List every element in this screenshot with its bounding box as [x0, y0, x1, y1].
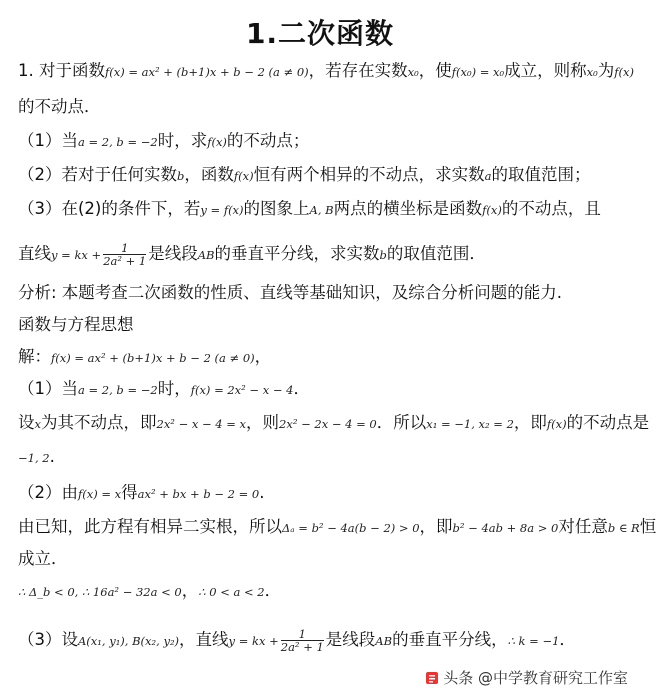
- text: 对任意: [558, 517, 608, 536]
- math: A, B: [309, 203, 334, 217]
- math: b ∈ R: [607, 521, 640, 535]
- text: ，: [254, 347, 272, 366]
- math: f(x): [233, 169, 254, 183]
- numerator: 1: [281, 628, 324, 641]
- math: x₀: [586, 65, 598, 79]
- text: ，即: [419, 517, 453, 536]
- text: 时，: [157, 379, 191, 398]
- math: Δₐ = b² − 4a(b − 2) > 0: [282, 521, 420, 535]
- solution-part-2-result: [18, 580, 281, 603]
- solution-part-2-cont2: 成立．: [18, 549, 68, 568]
- math: f(x): [546, 417, 567, 431]
- text: 为: [597, 61, 615, 80]
- text: ，: [181, 581, 199, 600]
- text: 的取值范围．: [386, 244, 486, 263]
- text: 的不动点是: [566, 413, 650, 432]
- solution-intro: [18, 346, 271, 369]
- math: 2x² − x − 4 = x: [156, 417, 247, 431]
- fraction: [103, 242, 146, 267]
- text: ，直线: [179, 630, 229, 649]
- text: .: [259, 483, 265, 502]
- solution-part-1-cont: [18, 412, 649, 435]
- fraction: [281, 628, 324, 653]
- solution-part-1: [18, 378, 310, 401]
- text: 时，求: [157, 131, 208, 150]
- solution-part-2: [18, 482, 265, 505]
- math: f(x) = 2x² − x − 4: [190, 383, 294, 397]
- math: a = 2, b = −2: [78, 383, 158, 397]
- solution-part-3: [18, 622, 576, 659]
- math: x: [34, 417, 41, 431]
- text: ．所以: [376, 413, 427, 432]
- text: 设: [18, 413, 35, 432]
- text: 由已知，此方程有相异二实根，所以: [18, 517, 282, 536]
- text: 恒: [639, 517, 656, 536]
- text: ，若存在实数: [308, 61, 408, 80]
- math: y = kx +: [51, 248, 102, 262]
- page-title: 1.二次函数: [245, 17, 395, 50]
- text: ，使: [418, 61, 452, 80]
- math: b: [379, 248, 387, 262]
- method-text: 函数与方程思想: [18, 315, 134, 334]
- math-function: f(x) = ax² + (b+1)x + b − 2 (a ≠ 0): [105, 65, 309, 79]
- solution-part-1-answer: [18, 446, 55, 469]
- text: ，则: [246, 413, 280, 432]
- math: f(x): [207, 135, 227, 149]
- math: a: [484, 169, 492, 183]
- question-1-part-2: [18, 164, 590, 187]
- math: b² − 4ab + 8a > 0: [452, 521, 559, 535]
- text: 成立，则称: [504, 61, 587, 80]
- text: （1）当: [18, 379, 78, 398]
- text: 直线: [18, 244, 51, 263]
- denominator: 2a² + 1: [280, 640, 324, 654]
- question-1-part-1: [18, 130, 309, 153]
- analysis-text: 分析: 本题考查二次函数的性质、直线等基础知识，及综合分析问题的能力.: [18, 283, 563, 302]
- math: y = kx +: [228, 634, 279, 648]
- text: .: [49, 447, 55, 466]
- text: ．: [293, 379, 310, 398]
- text: 的不动点，且: [501, 199, 601, 218]
- watermark: [425, 667, 628, 688]
- text: 为其不动点，即: [41, 413, 157, 432]
- text: ，函数: [184, 165, 234, 184]
- text: （2）由: [18, 483, 78, 502]
- text: ．: [559, 630, 576, 649]
- text: 是线段: [148, 244, 198, 263]
- math: b: [177, 169, 185, 183]
- math: y = f(x): [200, 203, 244, 217]
- numerator: 1: [103, 242, 146, 255]
- math: 2x² − 2x − 4 = 0: [279, 417, 377, 431]
- math: ∴ Δ_b < 0, ∴ 16a² − 32a < 0: [18, 585, 182, 599]
- math: ∴ k = −1: [507, 634, 560, 648]
- math: x₀: [407, 65, 419, 79]
- question-1-part-3: [18, 198, 601, 221]
- math: AB: [197, 248, 215, 262]
- text: ．: [264, 581, 282, 600]
- text: 恒有两个相异的不动点，求实数: [253, 165, 485, 184]
- text: 的取值范围；: [491, 165, 591, 184]
- math: A(x₁, y₁), B(x₂, y₂): [78, 634, 180, 648]
- math: f(x): [614, 65, 634, 79]
- text: ，即: [513, 413, 547, 432]
- text: 得: [121, 483, 138, 502]
- math: ax² + bx + b − 2 = 0: [137, 487, 260, 501]
- text: 的垂直平分线，求实数: [214, 244, 380, 263]
- text: 的垂直平分线，: [392, 630, 508, 649]
- question-1-part-3-cont: [18, 236, 486, 273]
- math: ∴ 0 < a < 2: [198, 585, 265, 599]
- denominator: 2a² + 1: [103, 254, 147, 268]
- text: （2）若对于任何实数: [18, 165, 177, 184]
- text: 的图象上: [243, 199, 310, 218]
- question-1-line-2: 的不动点．: [18, 97, 101, 116]
- text: 两点的横坐标是函数: [333, 199, 483, 218]
- math: a = 2, b = −2: [78, 135, 158, 149]
- text: 的不动点；: [226, 131, 310, 150]
- math: AB: [375, 634, 393, 648]
- toutiao-logo-icon: [425, 671, 439, 685]
- math: f(x) = x: [78, 487, 122, 501]
- math: f(x₀) = x₀: [451, 65, 505, 79]
- text: （3）设: [18, 630, 78, 649]
- text: 1. 对于函数: [18, 61, 105, 80]
- math: −1, 2: [18, 451, 50, 465]
- question-1-line-1: [18, 60, 634, 83]
- text: （1）当: [18, 131, 78, 150]
- text: 是线段: [325, 630, 376, 649]
- solution-part-2-cont: [18, 516, 656, 539]
- math: f(x) = ax² + (b+1)x + b − 2 (a ≠ 0): [51, 351, 255, 365]
- text: 解：: [18, 347, 51, 366]
- text: （3）在(2)的条件下，若: [18, 199, 201, 218]
- math: f(x): [482, 203, 502, 217]
- math: x₁ = −1, x₂ = 2: [426, 417, 514, 431]
- watermark-text: 头条 @中学教育研究工作室: [443, 669, 628, 687]
